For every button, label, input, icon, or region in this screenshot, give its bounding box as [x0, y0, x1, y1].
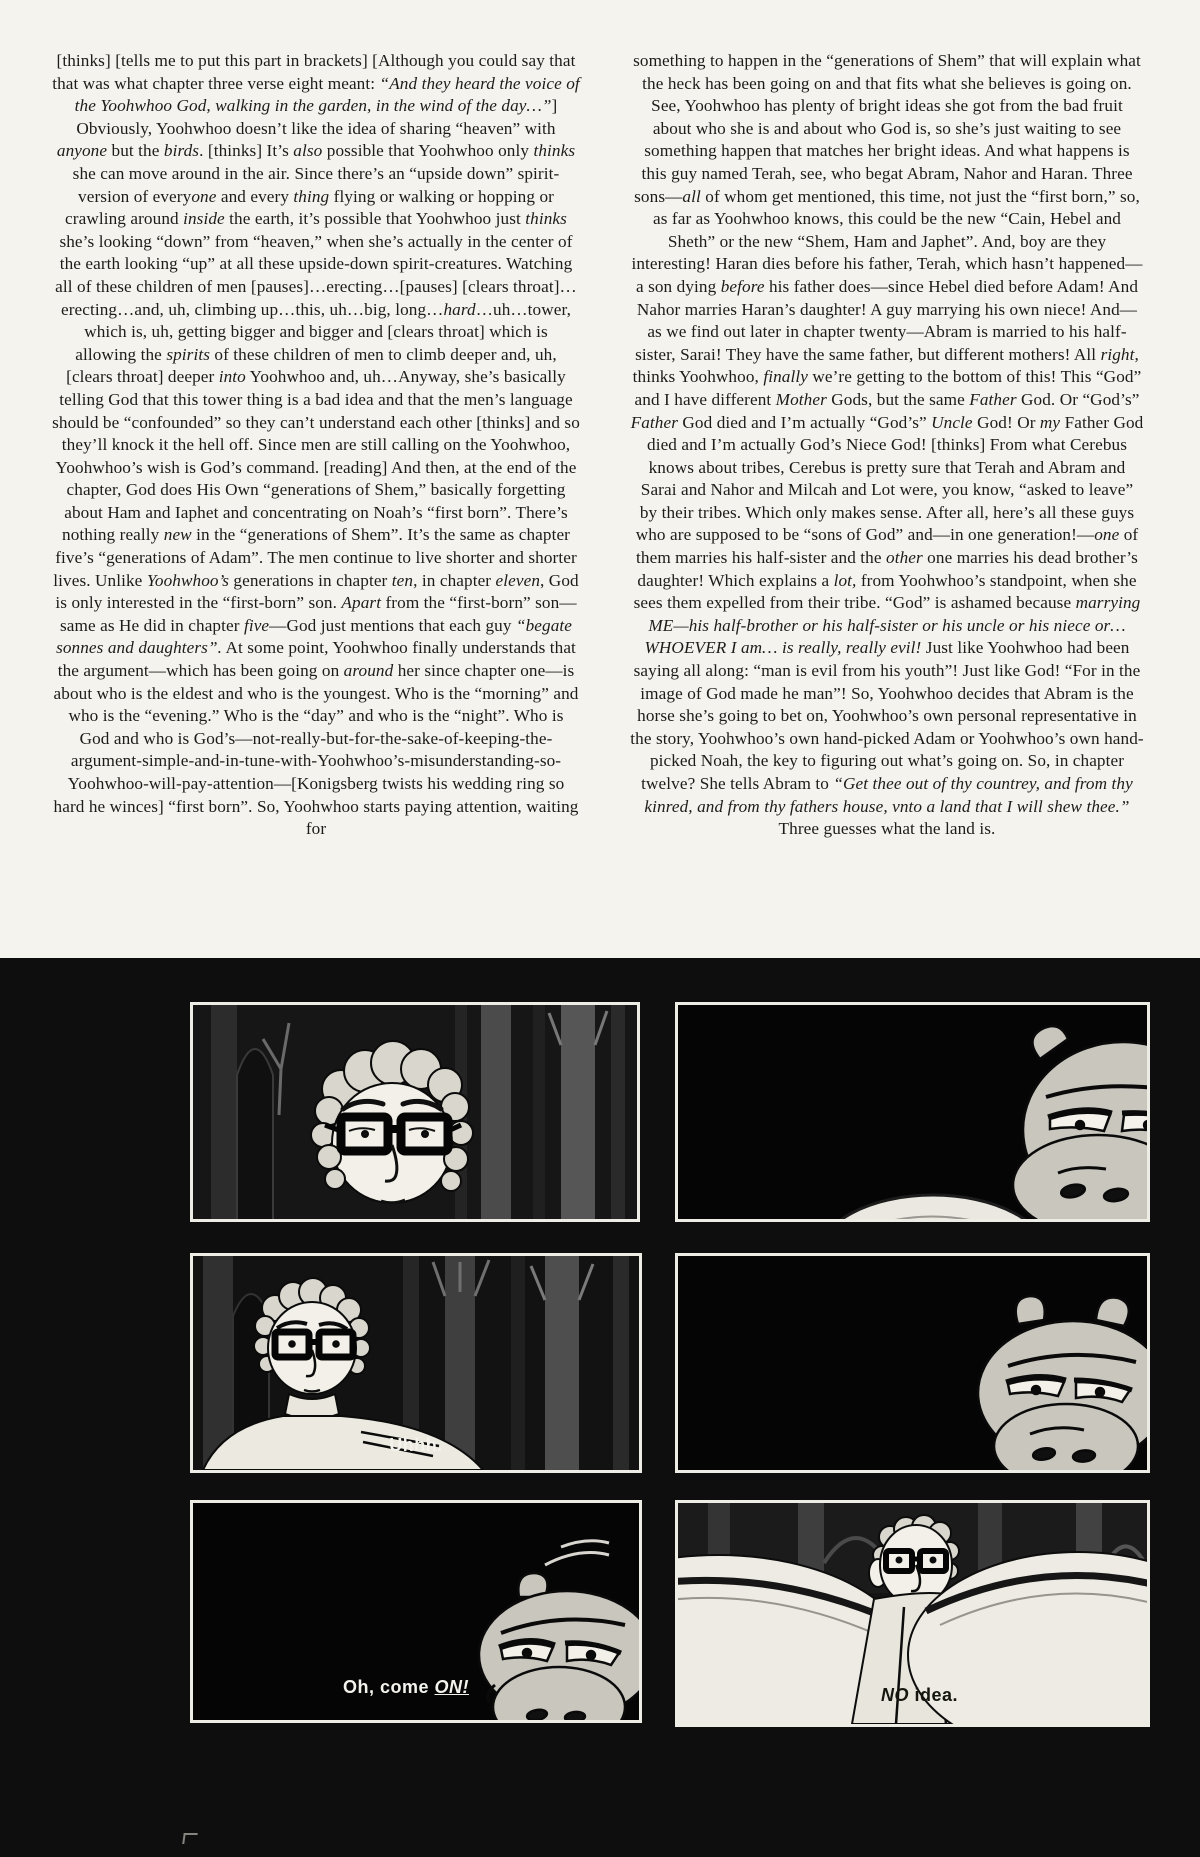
pillar: [613, 1256, 629, 1470]
essay-left-column: [thinks] [tells me to put this part in brackets] [Although you could say that that was what chapter three verse eight meant: “And they heard the voice of the Yoohwhoo God, walking in the garden, in the wind of the day…”] Obviously, Yoohwhoo doesn’t like the idea of sharing “heaven” with anyone but the birds. [thinks] It’s also possible that Yoohwhoo only thinks she can move around in the air. Since there’s an “upside down” spirit-version of everyone and every thing flying or walking or hopping or crawling around inside the earth, it’s possible that Yoohwhoo just thinks she’s looking “down” from “heaven,” when she’s actually in the center of the earth looking “up” at all these upside-down spirit-creatures. Watching all of these children of men [pauses]…erecting…[pauses] [clears throat]…erecting…and, uh, climbing up…this, uh…big, long…hard…uh…tower, which is, uh, getting bigger and bigger and [clears throat] which is allowing the spirits of these children of men to climb deeper and, uh, [clears throat] deeper into Yoohwhoo and, uh…Anyway, she’s basically telling God that this tower thing is a bad idea and that the men’s language should be “confounded” so they can’t understand each other [thinks] and so they’ll knock it the hell off. Since men are still calling on the Yoohwhoo, Yoohwhoo’s wish is God’s command. [reading] And then, at the end of the chapter, God does His Own “generations of Shem,” basically forgetting about Ham and Iaphet and concentrating on Noah’s “first born”. There’s nothing really new in the “generations of Shem”. It’s the same as chapter five’s “generations of Adam”. The men continue to live shorter and shorter lives. Unlike Yoohwhoo’s generations in chapter ten, in chapter eleven, God is only interested in the “first-born” son. Apart from the “first-born” son—same as He did in chapter five—God just mentions that each guy “begate sonnes and daughters”. At some point, Yoohwhoo finally understands that the argument—which has been going on around her since chapter one—is about who is the eldest and who is the youngest. Who is the “morning” and who is the “evening.” Who is the “day” and who is the “night”. Who is God and who is God’s—not-really-but-for-the-sake-of-keeping-the-argument-simple-and-in-tune-with-Yoohwhoo’s-misunderstanding-so-Yoohwhoo-will-pay-attention—[Konigsberg twists his wedding ring so hard he winces] “first born”. So, Yoohwhoo starts paying attention, waiting for: [52, 51, 580, 839]
panel2-art: [678, 1005, 1147, 1219]
pupil: [523, 1649, 531, 1657]
pupil: [1096, 1388, 1104, 1396]
pupil: [1032, 1386, 1040, 1394]
caption-no-idea: NO idea.: [881, 1685, 959, 1705]
pupil: [897, 1558, 902, 1563]
comic-panel-row1-left: [190, 1002, 640, 1222]
pupil: [931, 1558, 936, 1563]
pillar: [611, 1005, 625, 1219]
comic-panel-row3-left: [190, 1500, 642, 1723]
pillar: [211, 1005, 237, 1219]
caption-uhhh: Uhhh.: [389, 1435, 443, 1455]
comic-panel-row2-left: [190, 1253, 642, 1473]
ear: [1016, 1296, 1045, 1324]
pupil: [587, 1651, 595, 1659]
pupil: [1144, 1121, 1147, 1129]
arch: [237, 1049, 273, 1219]
pupil: [333, 1341, 339, 1347]
caption-oh-come-on: Oh, come ON!: [343, 1677, 470, 1697]
comic-panel-row2-right: [675, 1253, 1150, 1473]
pillar: [533, 1005, 545, 1219]
comic-strip-area: [0, 958, 1200, 1857]
pupil: [289, 1341, 295, 1347]
comic-panel-row3-right: [675, 1500, 1150, 1727]
pillar: [481, 1005, 511, 1219]
pillar: [545, 1256, 579, 1470]
pillar: [511, 1256, 525, 1470]
essay-right-column: something to happen in the “generations of Shem” that will explain what the heck has been going on and that fits what she believes is going on. See, Yoohwhoo has plenty of bright ideas she got from the bad fruit about who she is and about who God is, so she’s just waiting to see something happen that matches her bright ideas. And what happens is this guy named Terah, see, who begat Abram, Nahor and Haran. Three sons—all of whom get mentioned, this time, not just the “first born,” so, as far as Yoohwhoo knows, this could be the new “Cain, Hebel and Sheth” or the new “Shem, Ham and Japhet”. And, boy are they interesting! Haran dies before his father, Terah, which hasn’t happened—a son dying before his father does—since Hebel died before Adam! And Nahor marries Haran’s daughter! A guy marrying his own niece! And—as we find out later in chapter twenty—Abram is married to his half-sister, Sarai! They have the same father, but different mothers! All right, thinks Yoohwhoo, finally we’re getting to the bottom of this! This “God” and I have different Mother Gods, but the same Father God. Or “God’s” Father God died and I’m actually “God’s” Uncle God! Or my Father God died and I’m actually God’s Niece God! [thinks] From what Cerebus knows about tribes, Cerebus is pretty sure that Terah and Abram and Sarai and Nahor and Milcah and Lot were, you know, “asked to leave” by their tribes. Which only makes sense. After all, here’s all these guys who are supposed to be “sons of God” and—in one generation!—one of them marries his half-sister and the other one marries his dead brother’s daughter! Which explains a lot, from Yoohwhoo’s standpoint, when she sees them expelled from their tribe. “God” is ashamed because marrying ME—his half-brother or his half-sister or his uncle or his niece or…WHOEVER I am… is really, really evil! Just like Yoohwhoo had been saying all along: “man is evil from his youth”! Just like God! “For in the image of God made he man”! So, Yoohwhoo decides that Abram is the horse she’s going to bet on, Yoohwhoo’s own personal representative in the story, Yoohwhoo’s own hand-picked Adam or Yoohwhoo’s own hand-picked Noah, the key to figuring out what’s going on. So, in chapter twelve? She tells Abram to “Get thee out of thy countrey, and from thy kinred, and from thy fathers house, vnto a land that I will shew thee.” Three guesses what the land is.: [630, 51, 1144, 839]
pupil: [362, 1131, 368, 1137]
panel4-art: [678, 1256, 1147, 1470]
ear: [1096, 1297, 1129, 1326]
pupil: [422, 1131, 428, 1137]
pupil: [1076, 1121, 1084, 1129]
pillar: [561, 1005, 595, 1219]
comic-panel-row1-right: [675, 1002, 1150, 1222]
panel1-art: [193, 1005, 637, 1219]
print-artifact-mark: [182, 1833, 198, 1844]
